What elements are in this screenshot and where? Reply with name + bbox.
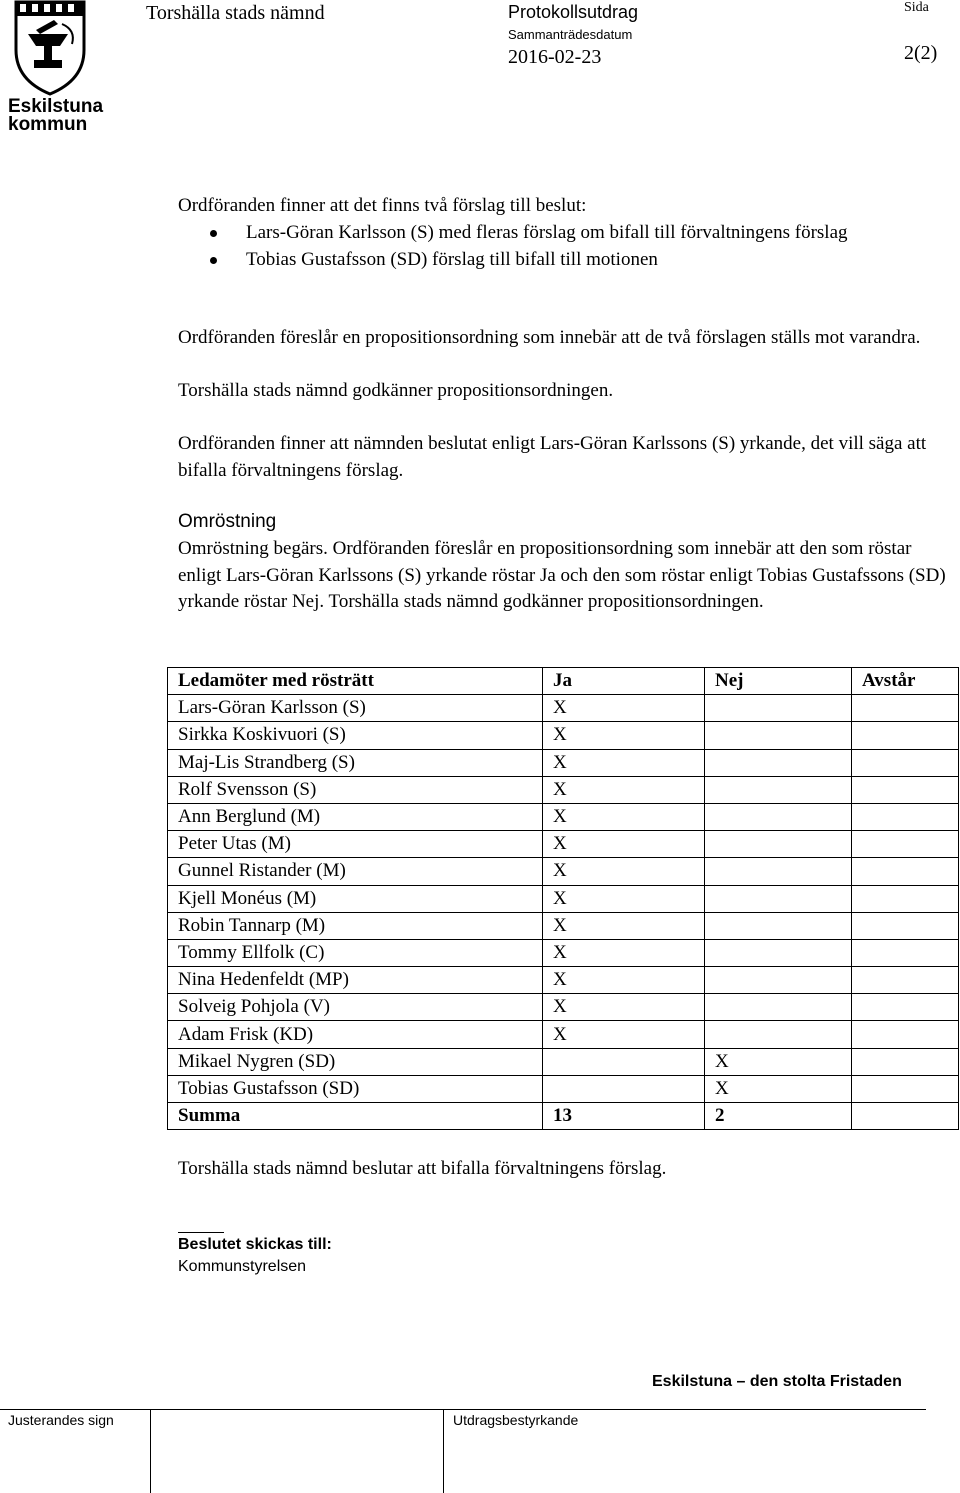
table-cell bbox=[852, 912, 959, 939]
table-cell: X bbox=[543, 939, 705, 966]
table-row bbox=[168, 939, 959, 966]
table-row bbox=[168, 1021, 959, 1048]
justify-signature-label: Justerandes sign bbox=[8, 1412, 114, 1428]
table-cell: Summa bbox=[168, 1103, 543, 1130]
table-row bbox=[168, 1048, 959, 1075]
table-cell: Tobias Gustafsson (SD) bbox=[168, 1075, 543, 1102]
table-cell bbox=[852, 858, 959, 885]
table-cell bbox=[543, 1048, 705, 1075]
table-cell bbox=[705, 776, 852, 803]
table-cell: Robin Tannarp (M) bbox=[168, 912, 543, 939]
table-cell bbox=[852, 1021, 959, 1048]
table-cell: Nej bbox=[705, 668, 852, 695]
table-cell: X bbox=[543, 776, 705, 803]
page-number: 2(2) bbox=[904, 42, 938, 64]
logo-wordmark: Eskilstuna kommun bbox=[8, 96, 104, 135]
table-cell bbox=[705, 749, 852, 776]
table-cell: Avstår bbox=[852, 668, 959, 695]
slogan: Eskilstuna – den stolta Fristaden bbox=[652, 1373, 902, 1390]
table-row bbox=[168, 749, 959, 776]
table-cell bbox=[852, 1103, 959, 1130]
table-cell: Tommy Ellfolk (C) bbox=[168, 939, 543, 966]
table-cell bbox=[705, 695, 852, 722]
table-cell: Rolf Svensson (S) bbox=[168, 776, 543, 803]
table-row bbox=[168, 1075, 959, 1102]
table-cell bbox=[705, 803, 852, 830]
table-cell bbox=[852, 831, 959, 858]
table-cell bbox=[705, 967, 852, 994]
list-item: Tobias Gustafsson (SD) förslag till bifall till motionen bbox=[210, 247, 950, 274]
table-cell bbox=[705, 939, 852, 966]
bullet-icon bbox=[210, 257, 217, 264]
table-cell: Sirkka Koskivuori (S) bbox=[168, 722, 543, 749]
table-cell bbox=[705, 994, 852, 1021]
table-cell: Ja bbox=[543, 668, 705, 695]
table-cell bbox=[852, 939, 959, 966]
table-cell: X bbox=[543, 722, 705, 749]
table-cell: X bbox=[543, 858, 705, 885]
table-cell: Ledamöter med rösträtt bbox=[168, 668, 543, 695]
table-cell bbox=[852, 994, 959, 1021]
table-row bbox=[168, 831, 959, 858]
coat-of-arms-icon bbox=[6, 0, 92, 96]
table-cell: X bbox=[705, 1075, 852, 1102]
table-cell: Gunnel Ristander (M) bbox=[168, 858, 543, 885]
table-cell: X bbox=[543, 912, 705, 939]
table-cell: 2 bbox=[705, 1103, 852, 1130]
table-cell bbox=[705, 858, 852, 885]
table-header-row bbox=[168, 668, 959, 695]
table-row bbox=[168, 722, 959, 749]
table-cell: X bbox=[543, 1021, 705, 1048]
table-cell: Maj-Lis Strandberg (S) bbox=[168, 749, 543, 776]
footer-divider bbox=[0, 1409, 926, 1410]
footer-divider bbox=[443, 1409, 444, 1493]
table-cell: X bbox=[543, 803, 705, 830]
table-cell: Mikael Nygren (SD) bbox=[168, 1048, 543, 1075]
table-cell bbox=[705, 912, 852, 939]
proposition-paragraph: Ordföranden föreslår en propositionsordning som innebär att de två förslagen ställs mot varandra. bbox=[178, 327, 921, 348]
proposal-list bbox=[210, 220, 950, 273]
document-type: Protokollsutdrag bbox=[508, 2, 639, 22]
decision-paragraph: Torshälla stads nämnd beslutar att bifalla förvaltningens förslag. bbox=[178, 1158, 667, 1179]
table-cell bbox=[705, 722, 852, 749]
table-cell bbox=[543, 1075, 705, 1102]
vote-table bbox=[167, 667, 959, 1130]
divider bbox=[178, 1232, 224, 1233]
table-cell bbox=[852, 967, 959, 994]
table-cell: X bbox=[543, 749, 705, 776]
intro-paragraph: Ordföranden finner att det finns två förslag till beslut: bbox=[178, 195, 587, 216]
table-cell: Adam Frisk (KD) bbox=[168, 1021, 543, 1048]
page-label: Sida bbox=[904, 0, 929, 15]
table-sum-row bbox=[168, 1103, 959, 1130]
table-row bbox=[168, 695, 959, 722]
table-cell bbox=[852, 776, 959, 803]
send-to-recipient: Kommunstyrelsen bbox=[178, 1258, 307, 1275]
table-cell: Kjell Monéus (M) bbox=[168, 885, 543, 912]
table-cell: X bbox=[543, 967, 705, 994]
table-cell: Lars-Göran Karlsson (S) bbox=[168, 695, 543, 722]
table-cell: Ann Berglund (M) bbox=[168, 803, 543, 830]
table-cell bbox=[705, 885, 852, 912]
table-cell: X bbox=[543, 994, 705, 1021]
table-cell: X bbox=[543, 695, 705, 722]
meeting-date-label: Sammanträdesdatum bbox=[508, 27, 633, 42]
table-row bbox=[168, 776, 959, 803]
footer-divider bbox=[150, 1409, 151, 1493]
table-cell bbox=[852, 803, 959, 830]
table-row bbox=[168, 858, 959, 885]
table-row bbox=[168, 967, 959, 994]
vote-heading: Omröstning bbox=[178, 511, 277, 532]
table-cell bbox=[705, 1021, 852, 1048]
organisation-name: Torshälla stads nämnd bbox=[146, 2, 325, 24]
table-cell: X bbox=[543, 831, 705, 858]
vote-paragraph: Omröstning begärs. Ordföranden föreslår en propositionsordning som innebär att den som röstar enligt Lars-Göran Karlssons (S) yrkande röstar Ja och den som röstar enligt Tobias Gustafssons (SD) yrkande röstar Nej. Torshälla stads nämnd godkänner propositionsordningen. bbox=[178, 538, 946, 612]
meeting-date: 2016-02-23 bbox=[508, 46, 602, 68]
table-row bbox=[168, 885, 959, 912]
table-row bbox=[168, 803, 959, 830]
table-cell bbox=[852, 722, 959, 749]
table-cell: X bbox=[543, 885, 705, 912]
table-cell bbox=[852, 885, 959, 912]
table-cell: Peter Utas (M) bbox=[168, 831, 543, 858]
table-cell: 13 bbox=[543, 1103, 705, 1130]
table-row bbox=[168, 994, 959, 1021]
table-cell: X bbox=[705, 1048, 852, 1075]
approval-paragraph: Torshälla stads nämnd godkänner propositionsordningen. bbox=[178, 380, 614, 401]
table-cell: Solveig Pohjola (V) bbox=[168, 994, 543, 1021]
extract-certification-label: Utdragsbestyrkande bbox=[453, 1412, 579, 1428]
send-to-label: Beslutet skickas till: bbox=[178, 1236, 332, 1253]
table-row bbox=[168, 912, 959, 939]
table-cell bbox=[852, 1075, 959, 1102]
list-item: Lars-Göran Karlsson (S) med fleras förslag om bifall till förvaltningens förslag bbox=[210, 220, 950, 247]
table-cell: Nina Hedenfeldt (MP) bbox=[168, 967, 543, 994]
table-cell bbox=[852, 749, 959, 776]
bullet-icon bbox=[210, 230, 217, 237]
table-cell bbox=[705, 831, 852, 858]
finding-paragraph: Ordföranden finner att nämnden beslutat enligt Lars-Göran Karlssons (S) yrkande, det vill säga att bifalla förvaltningens förslag. bbox=[178, 433, 927, 481]
table-cell bbox=[852, 1048, 959, 1075]
table-cell bbox=[852, 695, 959, 722]
